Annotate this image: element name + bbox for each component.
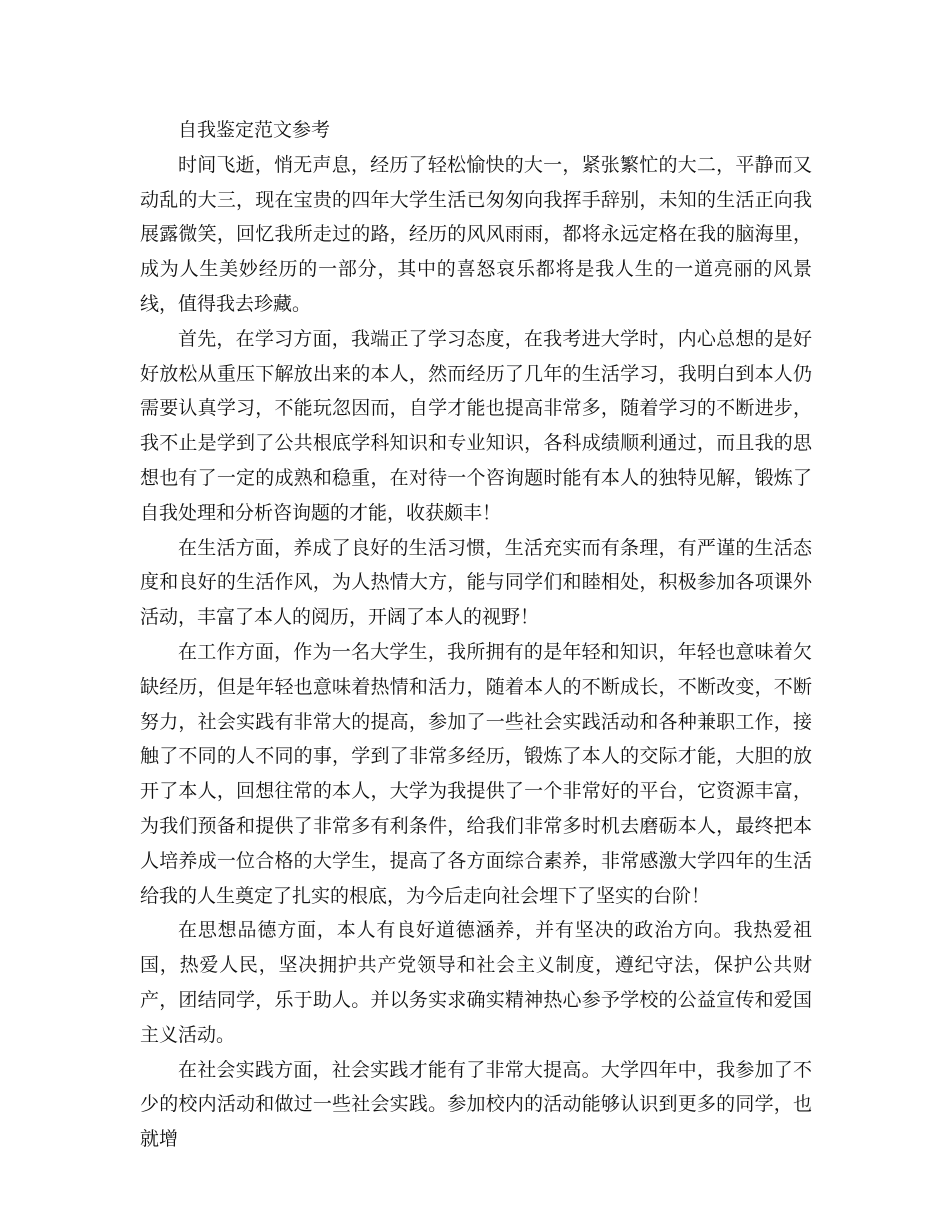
- paragraph-morality: 在思想品德方面，本人有良好道德涵养，并有坚决的政治方向。我热爱祖国，热爱人民，坚决拥护共产党领导和社会主义制度，遵纪守法，保护公共财产，团结同学，乐于助人。并以务实求确实精神热心参予学校的公益宣传和爱国主义活动。: [140, 919, 812, 1046]
- paragraph-intro: 时间飞逝，悄无声息，经历了轻松愉快的大一，紧张繁忙的大二，平静而又动乱的大三，现在宝贵的四年大学生活已匆匆向我挥手辞别，未知的生活正向我展露微笑，回忆我所走过的路，经历的风风雨雨，都将永远定格在我的脑海里，成为人生美妙经历的一部分，其中的喜怒哀乐都将是我人生的一道亮丽的风景线，值得我去珍藏。: [140, 153, 812, 315]
- paragraph-study: 首先，在学习方面，我端正了学习态度，在我考进大学时，内心总想的是好好放松从重压下解放出来的本人，然而经历了几年的生活学习，我明白到本人仍需要认真学习，不能玩忽因而，自学才能也提高非常多，随着学习的不断进步，我不止是学到了公共根底学科知识和专业知识，各科成绩顺利通过，而且我的思想也有了一定的成熟和稳重，在对待一个咨询题时能有本人的独特见解，锻炼了自我处理和分析咨询题的才能，收获颇丰！: [140, 327, 812, 524]
- paragraph-work: 在工作方面，作为一名大学生，我所拥有的是年轻和知识，年轻也意味着欠缺经历，但是年轻也意味着热情和活力，随着本人的不断成长，不断改变，不断努力，社会实践有非常大的提高，参加了一些社会实践活动和各种兼职工作，接触了不同的人不同的事，学到了非常多经历，锻炼了本人的交际才能，大胆的放开了本人，回想往常的本人，大学为我提供了一个非常好的平台，它资源丰富，为我们预备和提供了非常多有利条件，给我们非常多时机去磨砺本人，最终把本人培养成一位合格的大学生，提高了各方面综合素养，非常感激大学四年的生活给我的人生奠定了扎实的根底，为今后走向社会埋下了坚实的台阶！: [140, 640, 812, 907]
- document-title: 自我鉴定范文参考: [178, 119, 331, 141]
- paragraph-social-practice: 在社会实践方面，社会实践才能有了非常大提高。大学四年中，我参加了不少的校内活动和做过一些社会实践。参加校内的活动能够认识到更多的同学，也就增: [140, 1058, 812, 1151]
- paragraph-life: 在生活方面，养成了良好的生活习惯，生活充实而有条理，有严谨的生活态度和良好的生活作风，为人热情大方，能与同学们和睦相处，积极参加各项课外活动，丰富了本人的阅历，开阔了本人的视野！: [140, 536, 812, 629]
- document-body: [140, 113, 812, 1157]
